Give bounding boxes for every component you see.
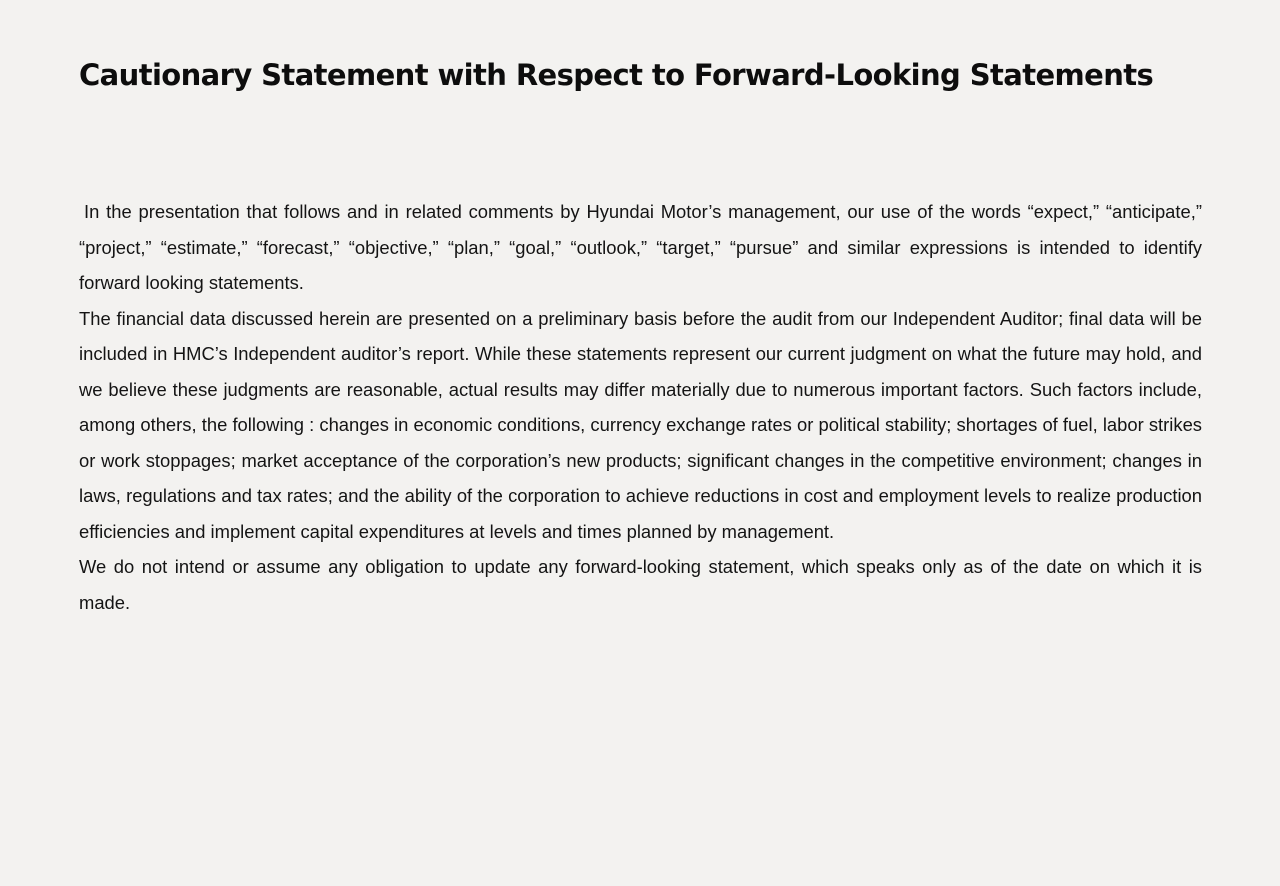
disclaimer-paragraph-forward-looking: In the presentation that follows and in related comments by Hyundai Motor’s management, our use of the words “expect,” “anticipate,” “project,” “estimate,” “forecast,” “objective,” “plan,” “goal,” “outlook,” “target,” “pursue” and similar expressions is intended to identify forward looking statements. [79, 201, 1202, 293]
page-title: Cautionary Statement with Respect to Forward-Looking Statements [79, 58, 1154, 92]
disclaimer-paragraph-no-obligation: We do not intend or assume any obligation to update any forward-looking statement, which speaks only as of the date on which it is made. [79, 556, 1202, 613]
disclaimer-body [79, 194, 1202, 620]
disclaimer-paragraph-financial-data: The financial data discussed herein are presented on a preliminary basis before the audit from our Independent Auditor; final data will be included in HMC’s Independent auditor’s report. While these statements represent our current judgment on what the future may hold, and we believe these judgments are reasonable, actual results may differ materially due to numerous important factors. Such factors include, among others, the following : changes in economic conditions, currency exchange rates or political stability; shortages of fuel, labor strikes or work stoppages; market acceptance of the corporation’s new products; significant changes in the competitive environment; changes in laws, regulations and tax rates; and the ability of the corporation to achieve reductions in cost and employment levels to realize production efficiencies and implement capital expenditures at levels and times planned by management. [79, 307, 1202, 542]
